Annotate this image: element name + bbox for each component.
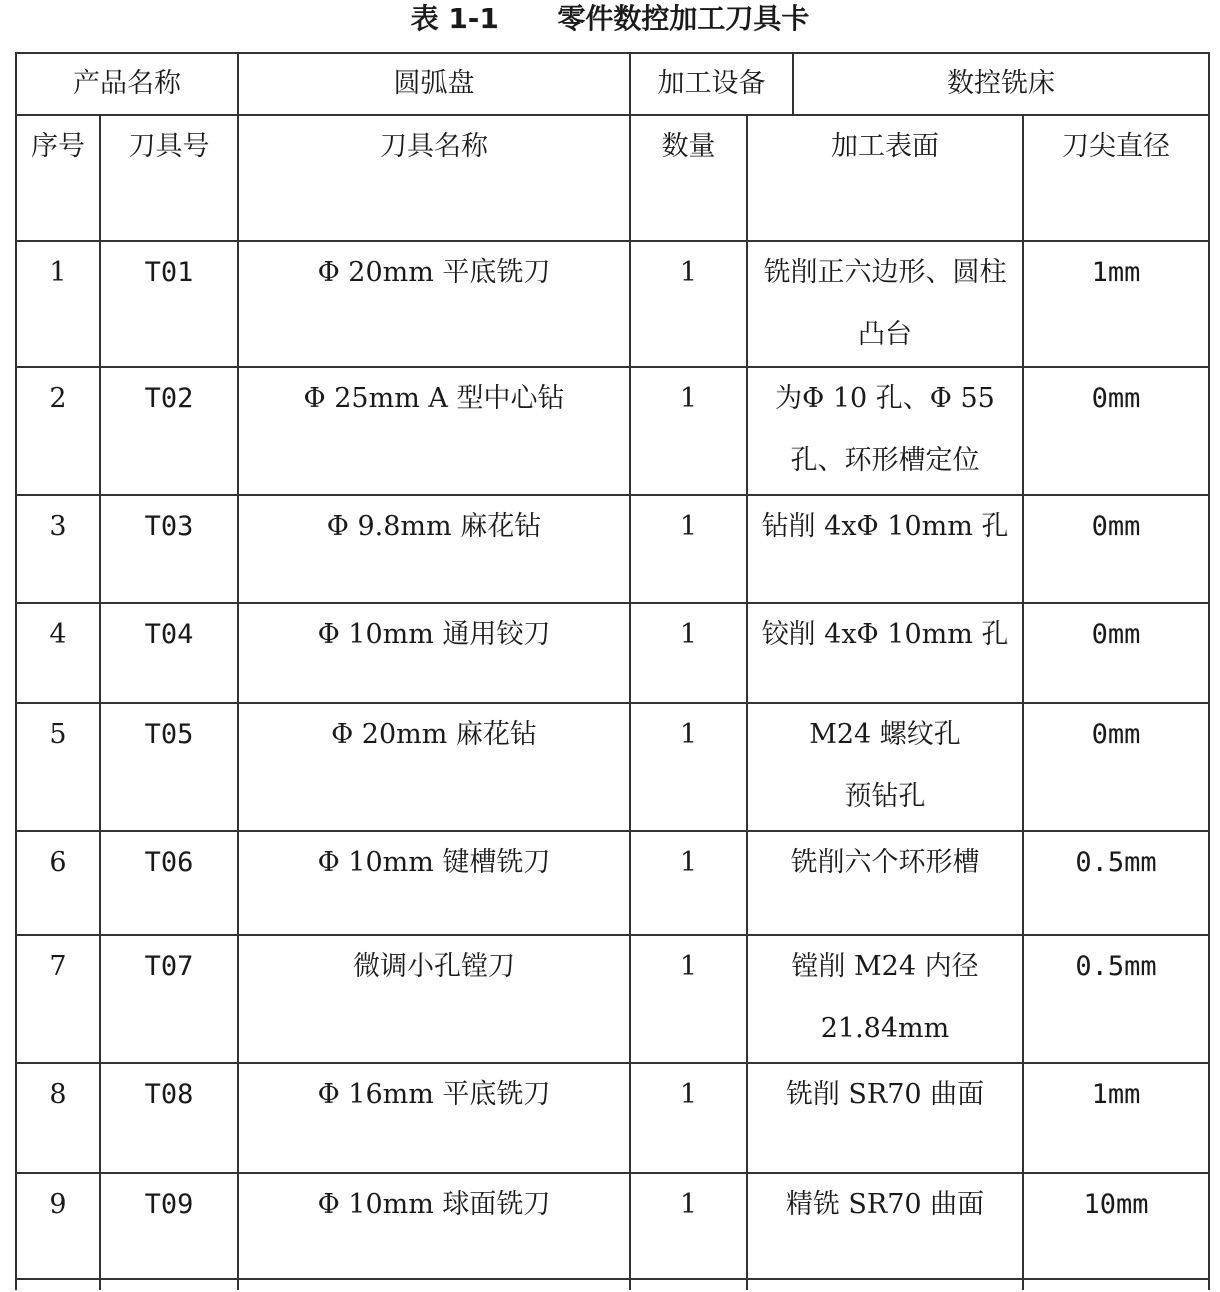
cell-tool-no: T08 xyxy=(100,1063,238,1173)
cell-tool-no: T05 xyxy=(100,703,238,831)
cell-tool-name: Φ 9.8mm 麻花钻 xyxy=(238,495,630,603)
cell-quantity: 1 xyxy=(630,367,747,495)
continuation-cell xyxy=(1023,1279,1209,1290)
table-row xyxy=(16,241,1209,367)
cell-tool-name: Φ 25mm A 型中心钻 xyxy=(238,367,630,495)
cell-tip-diameter: 1mm xyxy=(1023,1063,1209,1173)
header-row-product xyxy=(16,53,1209,115)
table-row xyxy=(16,1063,1209,1173)
cell-tool-no: T01 xyxy=(100,241,238,367)
cell-tool-name: 微调小孔镗刀 xyxy=(238,935,630,1063)
cell-tool-name: Φ 20mm 麻花钻 xyxy=(238,703,630,831)
cell-tip-diameter: 0mm xyxy=(1023,703,1209,831)
cell-surface: 为Φ 10 孔、Φ 55 孔、环形槽定位 xyxy=(747,367,1023,495)
cell-surface: M24 螺纹孔预钻孔 xyxy=(747,703,1023,831)
cell-tool-no: T04 xyxy=(100,603,238,703)
column-header-quantity: 数量 xyxy=(630,115,747,241)
cell-tool-name: Φ 20mm 平底铣刀 xyxy=(238,241,630,367)
cell-quantity: 1 xyxy=(630,1173,747,1279)
cell-surface: 铣削 SR70 曲面 xyxy=(747,1063,1023,1173)
column-header-tool-no: 刀具号 xyxy=(100,115,238,241)
continuation-cell xyxy=(16,1279,100,1290)
continuation-cell xyxy=(100,1279,238,1290)
product-name-label: 产品名称 xyxy=(16,53,238,115)
cell-quantity: 1 xyxy=(630,603,747,703)
cell-surface: 镗削 M24 内径 21.84mm xyxy=(747,935,1023,1063)
table-row xyxy=(16,495,1209,603)
equipment-value: 数控铣床 xyxy=(793,53,1209,115)
column-header-tip-diameter: 刀尖直径 xyxy=(1023,115,1209,241)
equipment-label: 加工设备 xyxy=(630,53,793,115)
column-header-surface: 加工表面 xyxy=(747,115,1023,241)
header-row-columns xyxy=(16,115,1209,241)
cell-quantity: 1 xyxy=(630,935,747,1063)
cell-tool-name: Φ 16mm 平底铣刀 xyxy=(238,1063,630,1173)
cell-tip-diameter: 0.5mm xyxy=(1023,935,1209,1063)
cell-surface: 铣削正六边形、圆柱凸台 xyxy=(747,241,1023,367)
cell-tool-name: Φ 10mm 通用铰刀 xyxy=(238,603,630,703)
table-row xyxy=(16,831,1209,935)
continuation-cell xyxy=(747,1279,1023,1290)
cell-tip-diameter: 1mm xyxy=(1023,241,1209,367)
cell-tool-no: T06 xyxy=(100,831,238,935)
cell-quantity: 1 xyxy=(630,495,747,603)
cell-surface: 铣削六个环形槽 xyxy=(747,831,1023,935)
cell-tip-diameter: 0mm xyxy=(1023,603,1209,703)
cell-tip-diameter: 0mm xyxy=(1023,367,1209,495)
cell-quantity: 1 xyxy=(630,703,747,831)
cell-seq: 6 xyxy=(16,831,100,935)
table-row xyxy=(16,367,1209,495)
cell-quantity: 1 xyxy=(630,831,747,935)
column-header-tool-name: 刀具名称 xyxy=(238,115,630,241)
cell-seq: 1 xyxy=(16,241,100,367)
table-row xyxy=(16,703,1209,831)
cell-seq: 2 xyxy=(16,367,100,495)
cell-quantity: 1 xyxy=(630,1063,747,1173)
continuation-cell xyxy=(238,1279,630,1290)
cell-tool-no: T02 xyxy=(100,367,238,495)
cell-tool-name: Φ 10mm 键槽铣刀 xyxy=(238,831,630,935)
tool-card-table xyxy=(15,52,1210,1290)
cell-seq: 3 xyxy=(16,495,100,603)
cell-tip-diameter: 0.5mm xyxy=(1023,831,1209,935)
cell-seq: 9 xyxy=(16,1173,100,1279)
table-row-continuation xyxy=(16,1279,1209,1290)
continuation-cell xyxy=(630,1279,747,1290)
table-row xyxy=(16,935,1209,1063)
cell-surface: 精铣 SR70 曲面 xyxy=(747,1173,1023,1279)
cell-tool-no: T03 xyxy=(100,495,238,603)
cell-seq: 5 xyxy=(16,703,100,831)
cell-surface: 钻削 4xΦ 10mm 孔 xyxy=(747,495,1023,603)
cell-tool-no: T07 xyxy=(100,935,238,1063)
cell-tip-diameter: 0mm xyxy=(1023,495,1209,603)
column-header-seq: 序号 xyxy=(16,115,100,241)
cell-seq: 4 xyxy=(16,603,100,703)
cell-tip-diameter: 10mm xyxy=(1023,1173,1209,1279)
table-row xyxy=(16,603,1209,703)
table-title: 表 1-1 零件数控加工刀具卡 xyxy=(410,2,810,35)
cell-tool-no: T09 xyxy=(100,1173,238,1279)
cell-surface: 铰削 4xΦ 10mm 孔 xyxy=(747,603,1023,703)
cell-tool-name: Φ 10mm 球面铣刀 xyxy=(238,1173,630,1279)
product-name-value: 圆弧盘 xyxy=(238,53,630,115)
cell-quantity: 1 xyxy=(630,241,747,367)
table-row xyxy=(16,1173,1209,1279)
cell-seq: 8 xyxy=(16,1063,100,1173)
cell-seq: 7 xyxy=(16,935,100,1063)
